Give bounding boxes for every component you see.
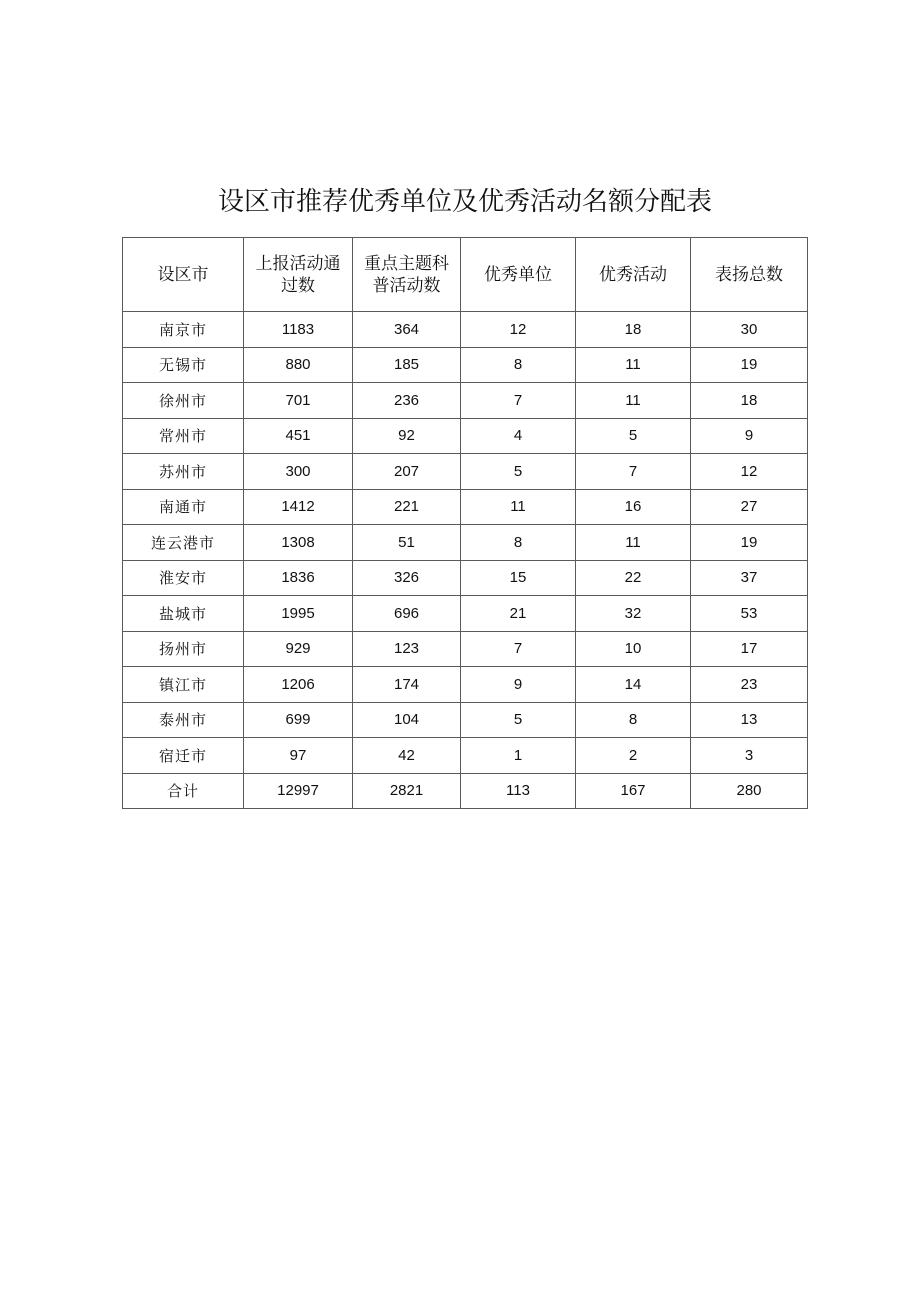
cell-activities: 32 [576, 596, 691, 632]
cell-activities: 16 [576, 489, 691, 525]
cell-units: 21 [461, 596, 576, 632]
col-header-key-theme-activities: 重点主题科普活动数 [353, 238, 461, 312]
cell-total: 23 [691, 667, 808, 703]
table-row [123, 383, 808, 419]
cell-passed: 701 [244, 383, 353, 419]
cell-city: 南京市 [123, 312, 244, 348]
header-row [123, 238, 808, 312]
cell-activities: 7 [576, 454, 691, 490]
cell-total: 280 [691, 773, 808, 809]
cell-city: 扬州市 [123, 631, 244, 667]
cell-units: 7 [461, 631, 576, 667]
cell-passed: 1308 [244, 525, 353, 561]
cell-activities: 8 [576, 702, 691, 738]
cell-total: 37 [691, 560, 808, 596]
cell-city: 常州市 [123, 418, 244, 454]
cell-city: 镇江市 [123, 667, 244, 703]
col-header-city: 设区市 [123, 238, 244, 312]
table-row [123, 738, 808, 774]
cell-units: 9 [461, 667, 576, 703]
cell-total: 53 [691, 596, 808, 632]
cell-activities: 11 [576, 525, 691, 561]
cell-units: 8 [461, 347, 576, 383]
cell-activities: 11 [576, 383, 691, 419]
page-title: 设区市推荐优秀单位及优秀活动名额分配表 [217, 187, 712, 217]
cell-passed: 880 [244, 347, 353, 383]
cell-passed: 1995 [244, 596, 353, 632]
cell-passed: 1412 [244, 489, 353, 525]
cell-city: 连云港市 [123, 525, 244, 561]
cell-units: 8 [461, 525, 576, 561]
cell-key-theme: 236 [353, 383, 461, 419]
cell-city: 泰州市 [123, 702, 244, 738]
table-row [123, 347, 808, 383]
cell-passed: 1206 [244, 667, 353, 703]
table-row [123, 312, 808, 348]
cell-key-theme: 185 [353, 347, 461, 383]
cell-city: 盐城市 [123, 596, 244, 632]
cell-key-theme: 696 [353, 596, 461, 632]
table-body [123, 312, 808, 809]
col-header-excellent-activities: 优秀活动 [576, 238, 691, 312]
col-header-excellent-units: 优秀单位 [461, 238, 576, 312]
table-row [123, 525, 808, 561]
cell-activities: 167 [576, 773, 691, 809]
cell-activities: 11 [576, 347, 691, 383]
table-row [123, 596, 808, 632]
cell-units: 7 [461, 383, 576, 419]
cell-total: 13 [691, 702, 808, 738]
cell-activities: 22 [576, 560, 691, 596]
table-row [123, 489, 808, 525]
cell-total: 17 [691, 631, 808, 667]
col-header-passed-activities: 上报活动通过数 [244, 238, 353, 312]
cell-total: 27 [691, 489, 808, 525]
cell-activities: 18 [576, 312, 691, 348]
cell-units: 15 [461, 560, 576, 596]
cell-units: 5 [461, 702, 576, 738]
cell-units: 5 [461, 454, 576, 490]
cell-key-theme: 123 [353, 631, 461, 667]
allocation-table [122, 237, 808, 809]
cell-passed: 699 [244, 702, 353, 738]
cell-activities: 2 [576, 738, 691, 774]
cell-key-theme: 326 [353, 560, 461, 596]
cell-key-theme: 2821 [353, 773, 461, 809]
cell-total: 3 [691, 738, 808, 774]
cell-passed: 97 [244, 738, 353, 774]
cell-passed: 1183 [244, 312, 353, 348]
table-row [123, 667, 808, 703]
cell-city: 苏州市 [123, 454, 244, 490]
cell-activities: 14 [576, 667, 691, 703]
cell-key-theme: 92 [353, 418, 461, 454]
cell-units: 11 [461, 489, 576, 525]
table-row [123, 418, 808, 454]
cell-city: 南通市 [123, 489, 244, 525]
cell-activities: 5 [576, 418, 691, 454]
table-row [123, 560, 808, 596]
cell-key-theme: 364 [353, 312, 461, 348]
cell-passed: 12997 [244, 773, 353, 809]
table-row [123, 702, 808, 738]
cell-activities: 10 [576, 631, 691, 667]
cell-total: 18 [691, 383, 808, 419]
cell-units: 1 [461, 738, 576, 774]
cell-key-theme: 207 [353, 454, 461, 490]
cell-key-theme: 174 [353, 667, 461, 703]
cell-passed: 300 [244, 454, 353, 490]
cell-key-theme: 104 [353, 702, 461, 738]
cell-total: 19 [691, 347, 808, 383]
cell-passed: 451 [244, 418, 353, 454]
cell-passed: 929 [244, 631, 353, 667]
cell-city: 徐州市 [123, 383, 244, 419]
cell-total: 12 [691, 454, 808, 490]
cell-city: 无锡市 [123, 347, 244, 383]
col-header-total-commendations: 表扬总数 [691, 238, 808, 312]
cell-key-theme: 221 [353, 489, 461, 525]
cell-total: 19 [691, 525, 808, 561]
cell-units: 12 [461, 312, 576, 348]
cell-units: 4 [461, 418, 576, 454]
cell-total: 30 [691, 312, 808, 348]
table-row [123, 631, 808, 667]
cell-city: 淮安市 [123, 560, 244, 596]
table-row [123, 454, 808, 490]
cell-passed: 1836 [244, 560, 353, 596]
cell-key-theme: 42 [353, 738, 461, 774]
total-row [123, 773, 808, 809]
cell-total-label: 合计 [123, 773, 244, 809]
cell-total: 9 [691, 418, 808, 454]
cell-units: 113 [461, 773, 576, 809]
cell-city: 宿迁市 [123, 738, 244, 774]
cell-key-theme: 51 [353, 525, 461, 561]
